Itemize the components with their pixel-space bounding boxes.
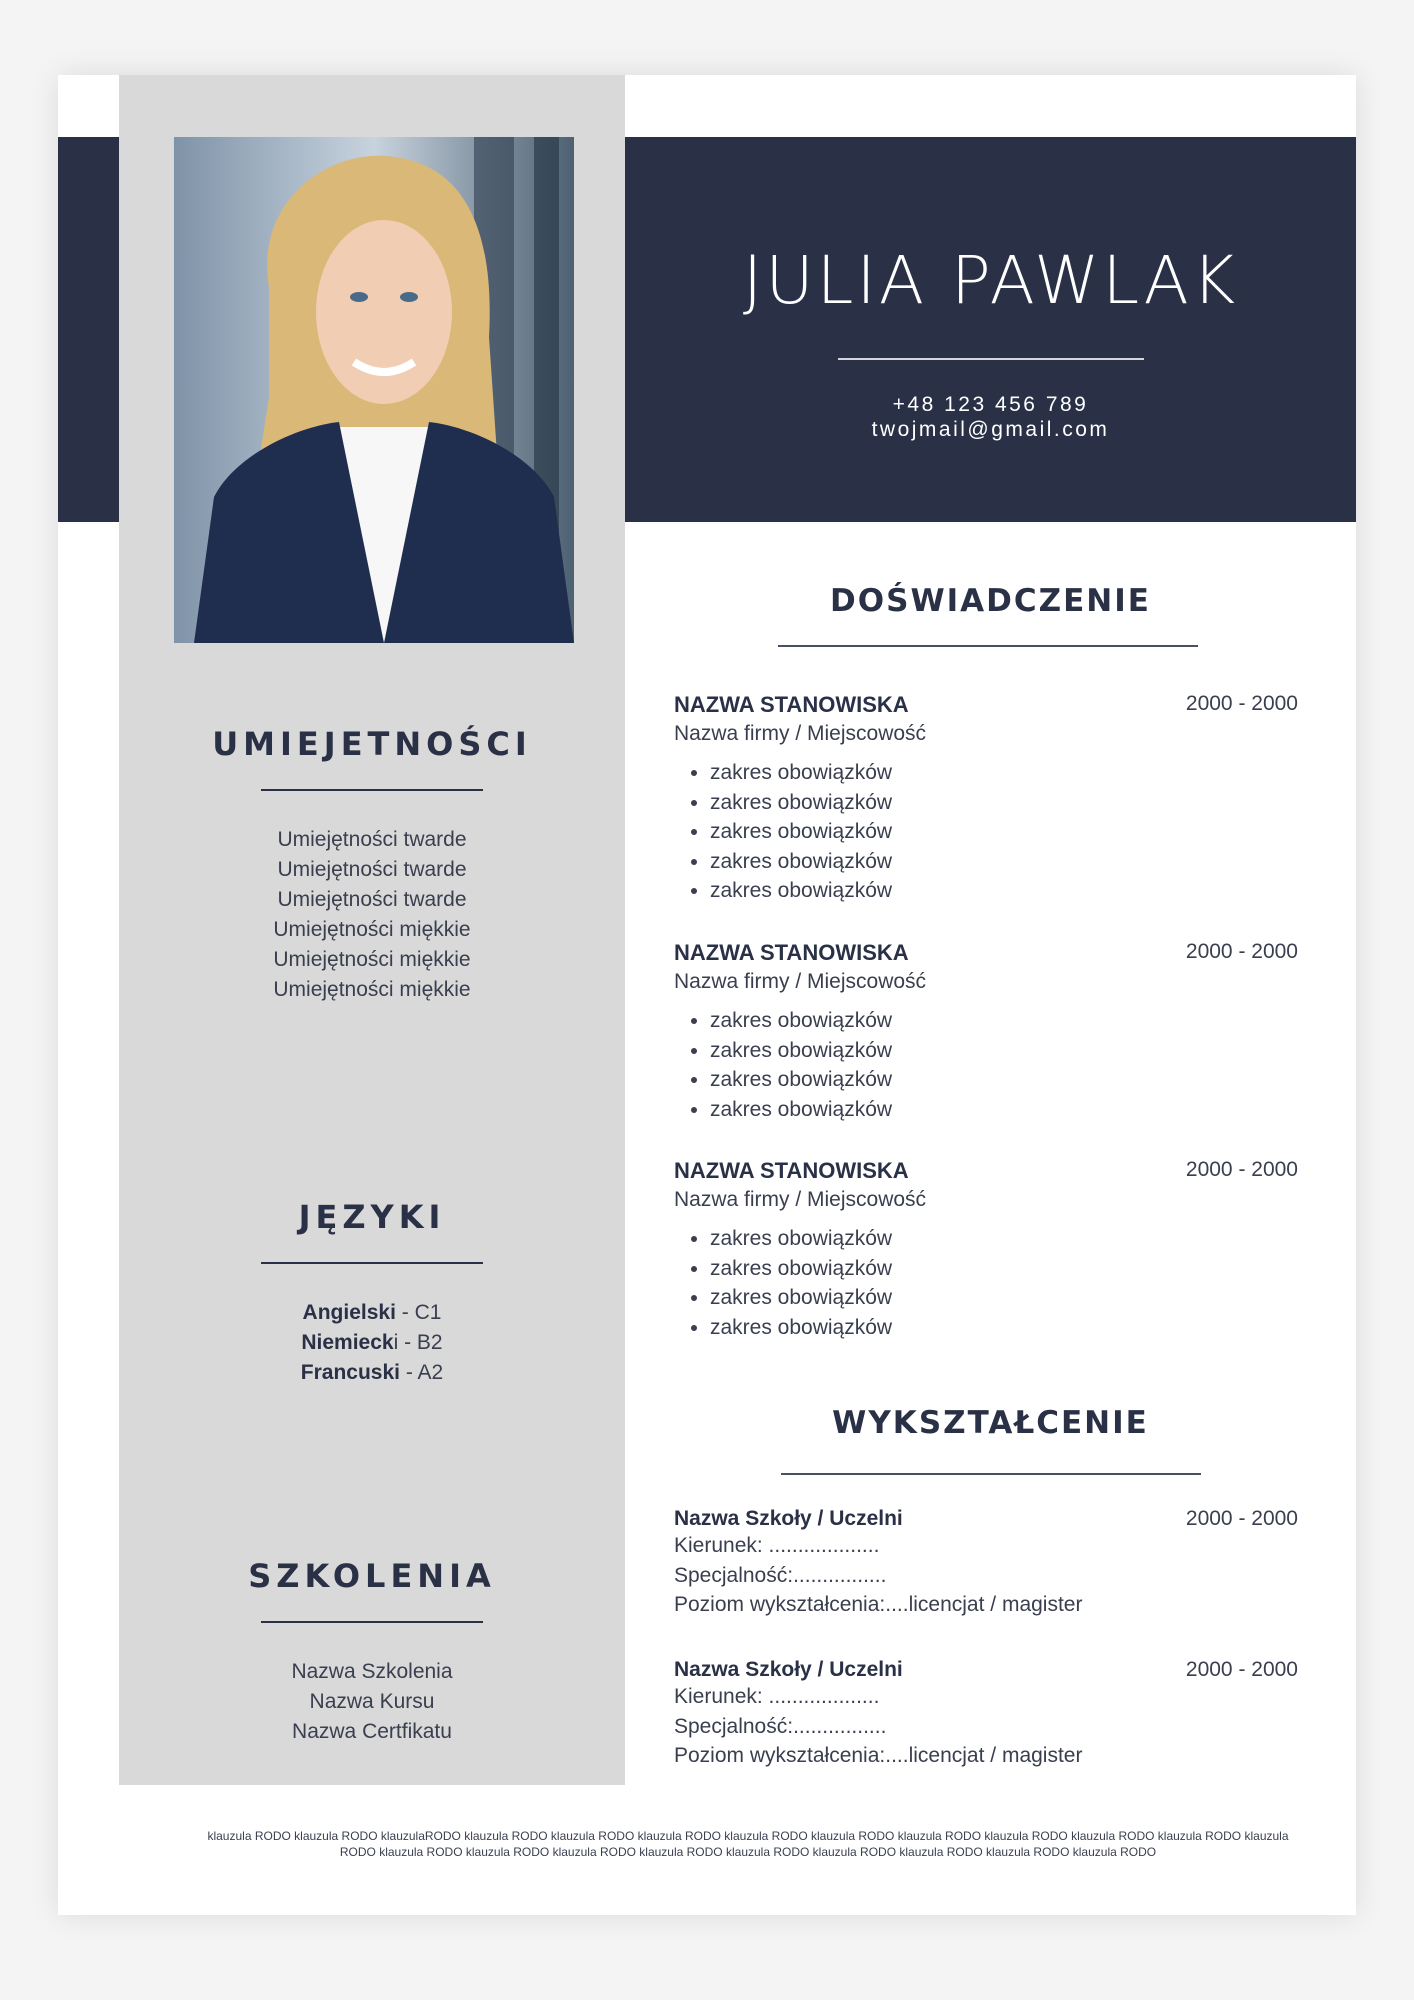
duty-item: • zakres obowiązków (710, 758, 1356, 788)
language-level: - C1 (395, 1301, 442, 1324)
languages-divider (261, 1262, 483, 1264)
job-company: Nazwa firmy / Miejscowość (674, 722, 927, 745)
duty-item: • zakres obowiązków (710, 1313, 1356, 1343)
job-company: Nazwa firmy / Miejscowość (674, 970, 927, 993)
language-name-suffix: i (393, 1331, 399, 1354)
job-years: 2000 - 2000 (1185, 940, 1298, 963)
duty-item: • zakres obowiązków (710, 817, 1356, 847)
job-years: 2000 - 2000 (1185, 1158, 1298, 1181)
header (625, 137, 1356, 522)
language-name: Angielski (302, 1301, 396, 1324)
duty-item: • zakres obowiązków (710, 788, 1356, 818)
training-item: Nazwa Kursu (309, 1690, 435, 1713)
duty-item: • zakres obowiązków (710, 1065, 1356, 1095)
language-item (119, 1328, 625, 1358)
trainings-divider (261, 1621, 483, 1623)
duty-item: • zakres obowiązków (710, 1224, 1356, 1254)
job-title: NAZWA STANOWISKA (674, 692, 909, 717)
language-item (119, 1298, 625, 1328)
job-years: 2000 - 2000 (1185, 692, 1298, 715)
language-name: Francuski (300, 1361, 400, 1384)
job-duties (674, 758, 1356, 906)
trainings-title: SZKOLENIA (248, 1557, 496, 1595)
cv-page (58, 75, 1356, 1915)
job-title: NAZWA STANOWISKA (674, 1158, 909, 1183)
duty-item: • zakres obowiązków (710, 876, 1356, 906)
training-item: Nazwa Certfikatu (292, 1720, 452, 1743)
trainings-list (119, 1657, 625, 1747)
languages-title: JĘZYKI (298, 1198, 446, 1236)
school-level: Poziom wykształcenia:....licencjat / magister (674, 1593, 1083, 1616)
skills-title: UMIEJETNOŚCI (212, 725, 532, 763)
school-specialty: Specjalność:................ (674, 1563, 887, 1587)
job-title: NAZWA STANOWISKA (674, 940, 909, 965)
education-entry (674, 1507, 1356, 1620)
skill-item: Umiejętności miękkie (273, 918, 471, 941)
school-field: Kierunek: ................... (674, 1534, 880, 1557)
skill-item: Umiejętności twarde (277, 858, 467, 881)
skill-item: Umiejętności twarde (277, 888, 467, 911)
job-company: Nazwa firmy / Miejscowość (674, 1188, 927, 1211)
language-level: - A2 (400, 1361, 444, 1384)
skill-item: Umiejętności twarde (277, 828, 467, 851)
school-years: 2000 - 2000 (1185, 1658, 1298, 1681)
experience-title: DOŚWIADCZENIE (830, 583, 1151, 619)
school-level: Poziom wykształcenia:....licencjat / magister (674, 1744, 1083, 1767)
school-years: 2000 - 2000 (1185, 1507, 1298, 1530)
duty-item: • zakres obowiązków (710, 1254, 1356, 1284)
school-field: Kierunek: ................... (674, 1685, 880, 1708)
language-name: Niemieck (301, 1331, 394, 1354)
phone-number: +48 123 456 789 (892, 393, 1089, 416)
experience-divider (778, 645, 1198, 647)
school-specialty: Specjalność:................ (674, 1714, 887, 1738)
job-entry (674, 940, 1356, 1124)
gdpr-clause: klauzula RODO klauzula RODO klauzulaRODO klauzula RODO klauzula RODO klauzula RODO klauzula RODO klauzula RODO klauzula RODO klauzula RODO klauzula RODO klauzula RODO klauzula RODO klauzula RODO klauzula RODO klauzula RODO klauzula RODO klauzula RODO klauzula RODO klauzula RODO klauzula RODO klauzula RODO (207, 1829, 1289, 1859)
job-duties (674, 1224, 1356, 1342)
language-level: - B2 (398, 1331, 443, 1354)
duty-item: • zakres obowiązków (710, 1283, 1356, 1313)
skill-item: Umiejętności miękkie (273, 948, 471, 971)
job-entry (674, 692, 1356, 906)
education-entry (674, 1658, 1356, 1771)
education-divider (781, 1473, 1201, 1475)
skill-item: Umiejętności miękkie (273, 978, 471, 1001)
skills-section (119, 725, 625, 1005)
languages-list (119, 1298, 625, 1388)
duty-item: • zakres obowiązków (710, 1036, 1356, 1066)
language-item (119, 1358, 625, 1388)
header-divider (838, 358, 1144, 360)
training-item: Nazwa Szkolenia (291, 1660, 453, 1683)
portrait-image (174, 137, 574, 643)
trainings-section (119, 1557, 625, 1747)
duty-item: • zakres obowiązków (710, 1006, 1356, 1036)
skills-divider (261, 789, 483, 791)
job-entry (674, 1158, 1356, 1342)
job-duties (674, 1006, 1356, 1124)
full-name: JULIA PAWLAK (742, 242, 1239, 319)
duty-item: • zakres obowiązków (710, 847, 1356, 877)
header-band-left (58, 137, 119, 522)
school-name: Nazwa Szkoły / Uczelni (674, 1507, 903, 1530)
skills-list (119, 825, 625, 1005)
profile-photo (174, 137, 574, 643)
education-title: WYKSZTAŁCENIE (832, 1405, 1149, 1441)
email-address: twojmail@gmail.com (871, 418, 1110, 441)
duty-item: • zakres obowiązków (710, 1095, 1356, 1125)
languages-section (119, 1198, 625, 1388)
school-name: Nazwa Szkoły / Uczelni (674, 1658, 903, 1681)
